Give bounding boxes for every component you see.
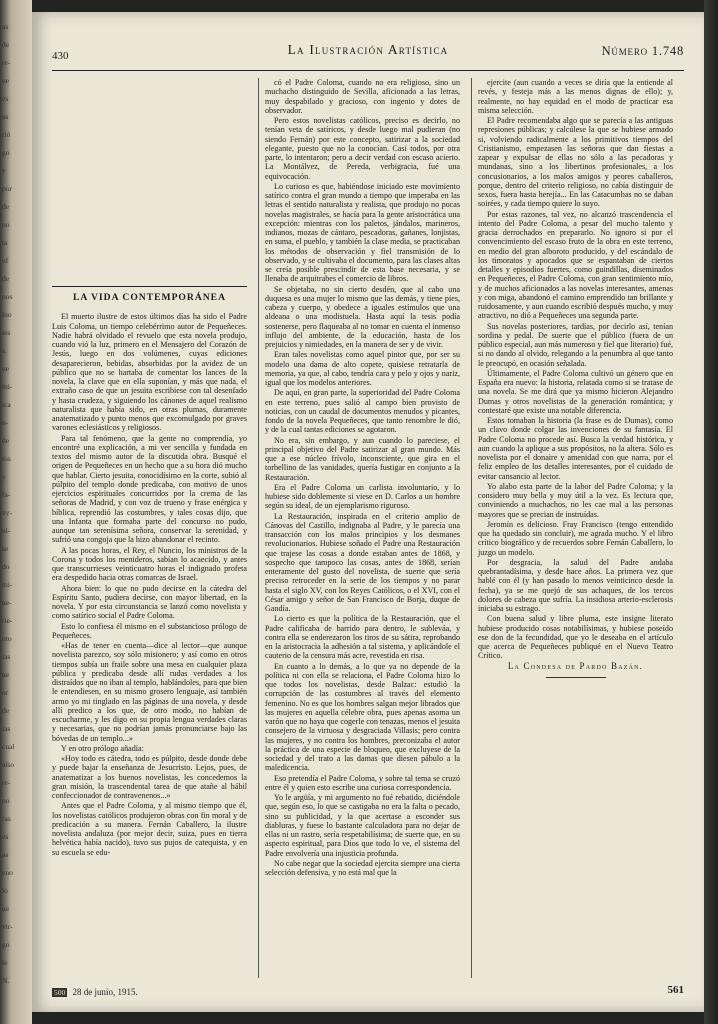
gutter-text-fragment: ue [2, 76, 10, 85]
col2-paragraph: Lo cierto es que la política de la Restauración, que el Padre calificaba de barrido para dentro, le subleváa, y contra ella se enderezaron los tiros de su sátira, reprobando en la aristocracia la adhesión a tal sistema, y aplicándole el cauterio de la censura más acre, revestida en risa. [265, 614, 460, 661]
gutter-text-fragment: oto [2, 634, 12, 643]
gutter-text-fragment: rie- [2, 616, 13, 625]
gutter-text-fragment: cual [2, 742, 15, 751]
gutter-text-fragment: go [2, 148, 10, 157]
gutter-text-fragment: do [2, 562, 10, 571]
col2-paragraph: No era, sin embargo, y aun cuando lo pareciese, el principal objetivo del Padre satirizar al gran mundo. Más que a ese núcleo frívolo, inconsciente, que gira en el torbellino de las vanidades, quería fustigar en conjunto a la Restauración. [265, 435, 460, 482]
gutter-text-fragment: es [2, 94, 9, 103]
gutter-text-fragment: es [2, 832, 9, 841]
gutter-text-fragment: ica [2, 400, 11, 409]
gutter-text-fragment: y [2, 472, 6, 481]
gutter-text-fragment: y [2, 166, 6, 175]
gutter-text-fragment: s. [2, 346, 7, 355]
gutter-text-fragment: as [2, 22, 9, 31]
col3-paragraph: Por estas razones, tal vez, no alcanzó trascendencia el intento del Padre Coloma, a pesar del mucho talento y gracia derrochados en prepararlo. No ignoro si por el convencimiento del escaso fruto de la obra en este terreno, en medio del gran alboroto producido, y del escándalo de los timoratos y apocados que se espantaban de ciertos detalles y episodios fuertes, como guindillas, diseminados en Pequeñeces, el Padre Coloma, con gran sentimiento mío, y de muchos aficionados a las novelas interesantes, amenas y con miga, abandonó el camino emprendido tan brillante y ruidosamente, y aun cuando escribió después mucho, y muy atractivo, no dió a Pequeñeces una segunda parte. [478, 209, 673, 321]
column-rule-2 [471, 78, 472, 978]
author-signature: La Condesa de Pardo Bazán. [507, 660, 644, 671]
column-1-body [52, 312, 247, 857]
page-edge [704, 0, 718, 1024]
column-rule-1 [258, 78, 259, 978]
footer-date-text: 28 de junio, 1915. [72, 987, 138, 997]
col2-paragraph: Eso pretendía el Padre Coloma, y sobre tal tema se cruzó entre él y quien esto escribe una curiosa correspondencia. [265, 773, 460, 792]
gutter-text-fragment: ras [2, 814, 11, 823]
gutter-text-fragment: ni- [2, 526, 11, 535]
column-2-body [265, 78, 460, 877]
footer-tag: 500 [54, 988, 66, 997]
gutter-text-fragment: ias [2, 724, 11, 733]
column-2 [265, 78, 460, 978]
col3-paragraph: Sus novelas posteriores, tardías, por decirlo así, tenían sordina y pedal. De suerte que el público (fuera de un público especial, aun más numeroso y fiel que literario) fué, si no dando al olvido, relegando a la penumbra al que tanto le preocupó, en ocasión señalada. [478, 321, 673, 368]
gutter-text-fragment: de [2, 40, 10, 49]
issue-number: Número 1.748 [601, 44, 684, 58]
gutter-text-fragment: tos [2, 454, 11, 463]
col3-paragraph: Con buena salud y libre pluma, este insigne literato hubiese producido cosas notabilísimas, y hubiese poseído ese don de la fecundidad, que yo le deseaba en el artículo que acerca de Pequeñeces publiqué en el Nuevo Teatro Crítico. [478, 614, 673, 661]
col2-paragraph: De aquí, en gran parte, la superioridad del Padre Coloma en este terreno, pues salió al campo bien provisto de noticias, con un caudal de documentos menudos y picantes, fondo de la novela Pequeñeces, que tanto renombre le dió, y de la cual tantas ediciones se agotaron. [265, 388, 460, 435]
book-gutter [0, 0, 32, 1024]
col1-paragraph: Antes que el Padre Coloma, y al mismo tiempo que él, los novelistas católicos produjeron obras con fin moral y de predicación a su manera. Fernán Caballero, la ilustre novelista andaluza (por mejor decir, suiza, pues en tierra helvética había nacido), tuvo sus pujos de catequista, y en su escuela se edu- [52, 801, 247, 857]
gutter-text-fragment: N. [2, 976, 10, 985]
gutter-text-fragment: no [2, 796, 10, 805]
col1-paragraph: Para tal fenómeno, que la gente no comprendía, yo encontré una explicación, a mi ver sencilla y fundada en textos del mismo autor de la discutida obra. Busqué el origen de Pequeñeces en un hecho que a su hora dió mucho que hablar. Cierto jesuita, conocidísimo en la corte, subió al púlpito del templo donde predicaba, con motivo de unos ejercicios espirituales concurridos por la crema de las señoras de Madrid, y con voz de trueno y frase enérgica y bíblica, reprendió las costumbres, y tales cosas dijo, que una Infanta que formaba parte del concurso no pudo, aunque tan serenísima señora, conservar la serenidad, y sufrió una congoja que la hizo abandonar el recinto. [52, 433, 247, 545]
col2-paragraph: Lo curioso es que, habiéndose iniciado este movimiento satírico contra el gran mundo a tiempo que imperaba en las letras el sentido naturalista y realista, que produjo no pocas novelas magistrales, se hacía para la gente aristocrática una excepción: mientras con los paletos, jándalos, marineros, indianos, mozas de cántaro, pescadoras, gañanes, lonjistas, en suma, el pueblo, y también la clase media, se practicaban los métodos de observación y fiel transmisión de lo observado, y se cultivaba el documento, para las clases altas se creía posible prescindir de esta base necesaria, y se llenaba de arquitrabes el comercio de libros. [265, 181, 460, 284]
col1-paragraph: El muerto ilustre de estos últimos días ha sido el Padre Luis Coloma, un tiempo celebérrimo autor de Pequeñeces. Nadie habrá olvidado el revuelo que esta novela produjo, cuando vió la luz, primero en el Mensajero del Corazón de Jesús, luego en dos volúmenes, cuyas ediciones desaparecieron, bebidas, absorbidas por la avidez de un público que no se hartaba de comentar los lances de la novela, la clave que en ella suponían, y más que nada, el extraño caso de que un jesuita escribiese con tal desenfado y hasta crudeza, y siguiendo los cánones de aquel realismo naturalista que había sido, en otras plumas, duramente anatematizado y punto menos que excomulgado por graves varones eclesiásticos y religiosos. [52, 312, 247, 433]
gutter-text-fragment: lo [2, 886, 8, 895]
col1-paragraph: A las pocas horas, el Rey, el Nuncio, los ministros de la Corona y todos los menideros, sabían lo acaecido, y antes que transcurrieses veinticuatro horas el indignado profeta era despedido hacia otras comarcas de Israel. [52, 545, 247, 583]
gutter-text-fragment: de [2, 706, 10, 715]
gutter-text-fragment: ta [2, 238, 8, 247]
col1-paragraph: Ahora bien: lo que no pudo decirse en la cátedra del Espíritu Santo, pudiera decirse, con mayor libertad, en la novela. Y por esta circunstancia se lanzó como novelista y como satírico social el Padre Coloma. [52, 583, 247, 621]
gutter-text-fragment: por [2, 184, 12, 193]
gutter-text-fragment: vir- [2, 922, 13, 931]
section-title: LA VIDA CONTEMPORÁNEA [52, 286, 247, 306]
gutter-text-fragment: re- [2, 778, 11, 787]
col2-paragraph: No cabe negar que la sociedad ejercita siempre una cierta selección defensiva, y no está mal que la [265, 858, 460, 877]
gutter-text-fragment: ny- [2, 508, 12, 517]
gutter-text-fragment: de [2, 202, 10, 211]
footer-date [52, 987, 138, 997]
signature-rule [546, 677, 606, 678]
col2-paragraph: có el Padre Coloma, cuando no era religioso, sino un muchacho distinguido de Sevilla, aficionado a las letras, muy despabilado y gracioso, con ingenio y dotes de observador. [265, 78, 460, 115]
gutter-text-fragment: mi- [2, 580, 13, 589]
col3-paragraph: Últimamente, el Padre Coloma cultivó un género que en España era nuevo: la historia, relatada como si se tratase de una novela. Se me dirá que ya mismo hicieron Alejandro Dumas y otros novelistas de la generación romántica; y contestaré que existe una notable diferencia. [478, 368, 673, 415]
col3-paragraph: ejercite (aun cuando a veces se diría que la entiende al revés, y festeja más a las menos dignas de ello); y, realmente, no hay equidad en el modo de practicar esa misma selección. [478, 78, 673, 115]
gutter-text-fragment: nos [2, 292, 13, 301]
gutter-text-fragment: de [2, 436, 10, 445]
col3-paragraph: Jeromín es delicioso. Fray Francisco (tengo entendido que ha quedado sin concluir), me agrada mucho. Y el libro crítico biográfico y de recuerdos sobre Fernán Caballero, lo juzgo un modelo. [478, 519, 673, 557]
col1-paragraph: «Has de tener en cuenta—dice al lector—que aunque novelista parezco, soy sólo misionero; y así como en otros tiempos subía un fraile sobre una mesa en cualquier plaza pública y predicaba desde allí rudas verdades a los distraídos que no iban al templo, hablándoles, para que bien le entendiesen, en su mismo grosero lenguaje, así también armo yo mi tinglado en las páginas de una novela, y desde allí predico a los que, de otro modo, no habían de escucharme, y les digo en su propia lengua verdades claras y necesarias, que no podrían jamás pronunciarse bajo las bóvedas de un templo...» [52, 641, 247, 743]
gutter-text-fragment: re- [2, 58, 11, 67]
gutter-text-fragment: go [2, 940, 10, 949]
col1-paragraph: Y en otro prólogo añadía: [61, 743, 144, 753]
col2-paragraph: Era el Padre Coloma un carlista involuntario, y lo hubiese sido doblemente si viese en D. Carlos a un hombre según su ideal, de un ejemplarismo riguroso. [265, 482, 460, 511]
gutter-text-fragment: eno [2, 868, 13, 877]
gutter-text-fragment: ino [2, 310, 12, 319]
gutter-text-fragment: ias [2, 652, 11, 661]
page-footer [52, 984, 684, 1000]
gutter-text-fragment: ue- [2, 598, 12, 607]
gutter-text-fragment: ue [2, 904, 10, 913]
page-header [52, 42, 684, 62]
gutter-text-fragment: de [2, 274, 10, 283]
column-1 [52, 78, 247, 978]
gutter-text-fragment: mi- [2, 382, 13, 391]
column-3 [478, 78, 673, 671]
publication-title: La Ilustración Artística [287, 42, 449, 57]
col1-paragraph: Esto lo confiesa él mismo en el substancioso prólogo de Pequeñeces. [52, 621, 247, 640]
col3-paragraph: El Padre recomendaba algo que se parecía a las antiguas represiones públicas; y calcúlese la que se hubiese armado si, volviendo radicalmente a los primitivos tiempos del Cristianismo, empezasen las señoras que dan fiestas a zapear y expulsar de ellas no sólo a las pecadoras y mundanas, sino a los libertinos profesionales, a los concusionarios, a los malos amigos y peores caballeros, porque, dentro del criterio religioso, no cabía distinguir de sexos, fuera hasta herejía... En las Catacumbas no se daban soirées, y cada tiempo quiere lo suyo. [478, 116, 673, 209]
col1-paragraph: «Hoy todo es cátedra, todo es púlpito, desde donde debe y puede bajar la enseñanza de Jesucristo. Lejos, pues, de anatematizar a los buenos novelistas, les concedemos la gran misión, la trascendental tarea de que atañe al hábil confeccionador de contravenenos...» [52, 754, 247, 800]
gutter-text-fragment: se [2, 544, 9, 553]
gutter-text-fragment: no [2, 220, 10, 229]
col2-paragraph: Yo le argüía, y mi argumento no fué rebatido, diciéndole que, según eso, lo que se castigaba no era la falta o pecado, sino su publicidad, y la que acertase a esconder sus diabluras, y fuese lo bastante calculadora para no dejar de ellas ni un rastro, sería respetabilísima; de suerte que, en su aspecto espiritual, para Dios que todo lo ve, el sistema del Padre envolvería una injusticia profunda. [265, 793, 460, 858]
scan-page-number: 561 [667, 984, 684, 996]
gutter-text-fragment: ue [2, 364, 10, 373]
gutter-text-fragment: n- [2, 418, 9, 427]
gutter-text-fragment: ue [2, 670, 10, 679]
col3-paragraph: Por desgracia, la salud del Padre andaba quebrantadísima, y desde hace años. La primera vez que hablé con él (y han pasado lo menos veinticinco desde la fecha), ya se me quejó de sus achaques, de los tercos dolores de cabeza que sufría. La insidiosa arterio-esclerosis iniciaba su estrago. [478, 557, 673, 613]
gutter-text-fragment: rió [2, 130, 11, 139]
col2-paragraph: Eran tales novelistas como aquel pintor que, por ser su modelo una dama de alto copete, quisiese retratarla de memoria, ya que, al cabo, tendría cara y pelo y ojos y nariz, igual que los modelos anteriores. [265, 350, 460, 387]
gutter-text-fragment: ies [2, 328, 11, 337]
col3-paragraph: Yo alabo esta parte de la labor del Padre Coloma; y la considero muy bella y muy útil a la vez. Es lectura que, conviniendo a muchachos, no les cae mal a las personas mayores que se precian de instruídas. [478, 481, 673, 519]
col2-paragraph: Se objetaba, no sin cierto desdén, que al cabo una duquesa es una mujer lo mismo que las demás, y tiene pies, cabeza y cuerpo, y obedece a iguales estímulos que una aldeana o una modistuela. Hasta aquí la tesis podía sostenerse, pero flaqueaba al no tomar en cuenta el inmenso influjo del ambiente, de la educación, hasta de los prejuicios y nimiedades, en la manera de ser y de vivir. [265, 284, 460, 349]
header-rule [52, 70, 684, 71]
page-number: 430 [52, 50, 69, 62]
col3-paragraph: Estos tomaban la historia (la frase es de Dumas), como un clavo donde colgar las invenciones de su fantasía. El Padre Coloma no procede así. Busca la verdad histórica, y aun cuando la aplique a sus propósitos, no la altera. Sólo es novelista por el donaire y amenidad con que narra, por el feliz empleo de los detalles interesantes, por el cuidado de evitar cansancio al lector. [478, 416, 673, 481]
col2-paragraph: En cuanto a lo demás, a lo que ya no depende de la política ni con ella se relaciona, el Padre Coloma hizo lo que todos los novelistas, desde Balzac: estudió la corrupción de las costumbres al través del elemento femenino. No es que los hombres salgan mejor librados que las mujeres en aquella célebre obra, pues apenas asoma un varón que no haya que cogerle con tenazas, menos el jesuita consejero de la virtuosa y desgraciada Villasis; pero contra las mujeres, y no contra los hombres, preconizaba el autor la práctica de una especie de bloqueo, que excluyese de la sociedad y del trato a las damas que diesen pábulo a la maledicencia. [265, 661, 460, 773]
column-1-blank-area [52, 78, 247, 278]
gutter-text-fragment: uf [2, 256, 9, 265]
gutter-text-fragment: fa- [2, 490, 11, 499]
newspaper-page [32, 12, 704, 1012]
column-3-body [478, 78, 673, 661]
gutter-text-fragment: or [2, 688, 9, 697]
gutter-text-fragment: as [2, 850, 9, 859]
col2-paragraph: La Restauración, inspirada en el criterio amplio de Cánovas del Castillo, indignaba al Padre, y le parecía una transacción con los malos principios y los desmanes revolucionarios. Hubiese soñado el Padre una Restauración que trajese las cosas a donde estaban antes de 1868, y sospecho que tampoco las cosas, antes de 1868, serían enteramente del gusto del novelista, de suerte que sería preciso retroceder en la serie de los tiempos y no parar hasta el siglo XV, con los Reyes Católicos, o el XVI, con el César amigo y señor de San Francisco de Borja, duque de Gandía. [265, 511, 460, 613]
col2-paragraph: Pero estos novelistas católicos, preciso es decirlo, no tenían veta de satíricos, y desde luego mal pudieran (no siendo Fernán) por este concepto, satirizar a la sociedad elegante, puesto que no la conocían. Casi todos, por otra parte, lo intentaron; pero a decir verdad con escaso acierto. La Montálvez, de Pereda, verbigracia, fué una equivocación. [265, 116, 460, 181]
gutter-text-fragment: le [2, 958, 8, 967]
gutter-text-fragment: as [2, 112, 9, 121]
gutter-text-fragment: aiso [2, 760, 15, 769]
